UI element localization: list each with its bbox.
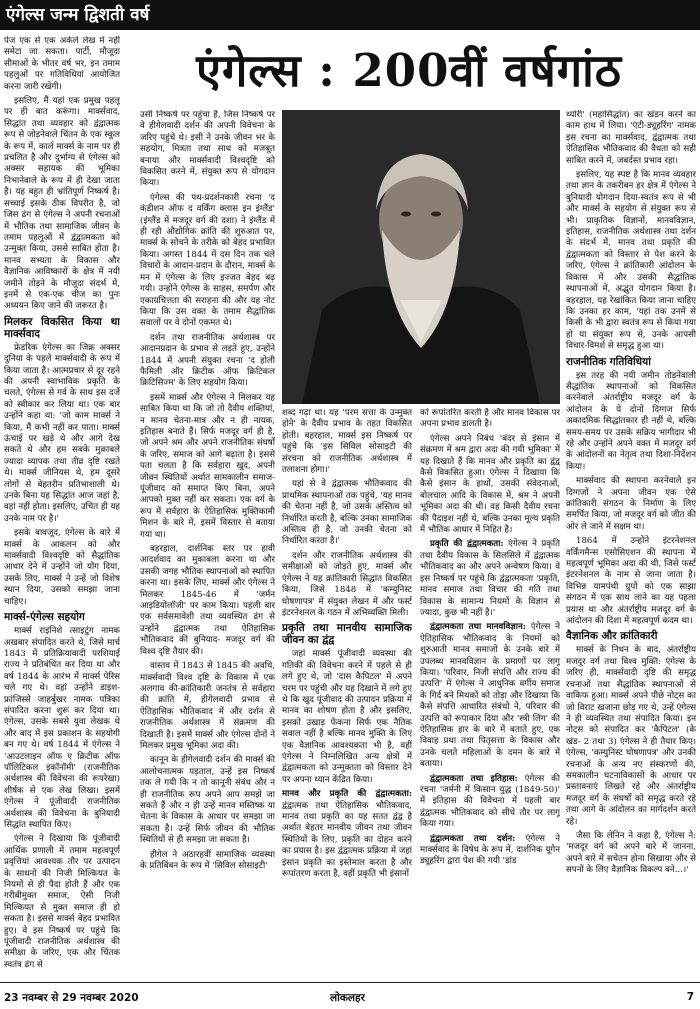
page-footer bbox=[0, 985, 700, 1009]
section-heading: वैज्ञानिक और क्रांतिकारी bbox=[566, 630, 658, 643]
paragraph: मार्क्स राइनिशे त्साइटुंग नामक अखबार संपादित करते थे, जिसे मार्च 1843 में प्रतिक्रियावादी परशियाई राज्य ने प्रतिबंधित कर दिया था और वर्ष 1844 के आरंभ में मार्क्स पेरिस चले गए थे। वहां उन्होंने डाइश-फ्रांजिस्से जाहर्बुखर नामक पत्रिका संपादित करना शुरू कर दिया था। एंगेल्स, उसके सबसे युवा लेखक थे और बाद में इस प्रकाशन के सहयोगी बन गए थे। वर्ष 1844 में एंगेल्स ने 'आउटलाइन ऑफ ए क्रिटीक ऑफ पॉलिटिकल इकॉनॉमी' (राजनीतिक अर्थशास्त्र की विवेचना की रूपरेखा) शीर्षक से एक लेख लिखा। इसमें एंगेल्स ने पूंजीवादी राजनीतिक अर्थशास्त्र की विवेचना के बुनियादी सिद्धांत स्थापित किए। bbox=[4, 626, 120, 830]
inline-heading: प्रकृति की द्वंद्वात्मकता: bbox=[430, 539, 504, 550]
portrait-photo bbox=[282, 110, 560, 404]
inline-heading: द्वंद्वात्मकता तथा दर्शन: bbox=[430, 833, 516, 844]
paragraph: जैसा कि लेनिन ने कहा है, एंगेल्स ने: 'मजदूर वर्ग को अपने बारे में जानना, अपने बारे में सचेतन होना सिखाया और से सपनों के लिए वैज्ञानिक विकल्प बने...।' bbox=[566, 830, 696, 876]
paragraph: मार्क्सवाद की स्थापना करनेवाले इन दिग्गजों ने अपना जीवन एक ऐसे क्रांतिकारी संगठन के निर्माण के लिए समर्पित किया, जो मजदूर वर्ग को जीत की ओर ले जाने में सक्षम था। bbox=[566, 476, 696, 532]
paragraph-text: एंगेल्स ने प्रकृति तथा दैवीय विकास के सिलसिले में द्वंद्वात्मक भौतिकवाद का और अपने अन्वेषण किया। वे इस निष्कर्ष पर पहुंचे कि द्वंद्वात्मकता 'प्रकृति, मानव समाज तथा विचार की गति तथा विकास के सामान्य नियमों के विज्ञान से ज्यादा, कुछ भी नहीं है।' bbox=[420, 539, 560, 618]
paragraph: इसके बावजूद, एंगेल्स के बारे में मार्क्स के आकलन को और मार्क्सवादी विश्वदृष्टि को सैद्धांतिक आधार देने में उन्होंने जो योग दिया, उसके लिए, मार्क्स ने उन्हें जो विशेष स्थान दिया, उसको समझा जाना चाहिए। bbox=[4, 528, 120, 607]
paragraph: दर्शन तथा राजनीतिक अर्थशास्त्र पर आदानप्रदान के प्रभाव से लड़ते हुए, उन्होंने 1844 में अपनी संयुक्त रचना 'द होली फैमिली ऑर क्रिटीक ऑफ क्रिटिकल क्रिटिसिज्म' के लिए सहयोग किया। bbox=[140, 332, 275, 389]
portrait-illustration bbox=[282, 110, 560, 404]
section-heading: मार्क्स-एंगेल्स सहयोग bbox=[4, 611, 85, 624]
section-heading: प्रकृति तथा मानवीय सामाजिक जीवन का द्वंद्व bbox=[282, 622, 412, 647]
article-column-2 bbox=[140, 110, 275, 981]
article-column-4 bbox=[420, 408, 560, 981]
page-number: 7 bbox=[686, 991, 694, 1003]
section-heading: राजनीतिक गतिविधियां bbox=[566, 355, 651, 368]
paragraph: इस तरह की नयी जमीन तोड़नेवाली सैद्धांतिक स्थापनाओं को विकसित करनेवाले अंतर्राष्ट्रीय मजदूर वर्ग के आंदोलन के ये दोनों दिग्गज सिर्फ अकादमिक सिद्धांतकार ही नहीं थे, बल्कि समय-समय पर उसके सक्रिय भागीदार भी रहे और उन्होंने अपने वक्त में मजदूर वर्ग के आंदोलनों का नेतृत्व तथा दिशा-निर्देशन किया। bbox=[566, 370, 696, 472]
paragraph: को रूपांतरित करती है और मानव विकास पर अपना प्रभाव डालती है। bbox=[420, 408, 560, 430]
paragraph: दर्शन और राजनीतिक अर्थशास्त्र की समीक्षाओं को जोड़ते हुए, मार्क्स और एंगेल्स ने यह क्रांतिकारी सिद्धांत विकसित किया, जिसे 1848 में 'कम्युनिस्ट घोषणापत्र' में संयुक्त लेखन में और फर्स्ट इंटरनेशनल के गठन में अभिव्यक्ति मिली। bbox=[282, 550, 412, 618]
paragraph: बहरहाल, दार्शनिक स्तर पर हावी आदर्शवाद का मुकाबला करना था और उसकी जगह भौतिक स्थापनाओं को स्थापित करना था। इसके लिए, मार्क्स और एंगेल्स ने मिलकर 1845-46 में 'जर्मन आइडियोलॉजी' पर काम किया। पहली बार एक सर्वसमावेशी तथा व्यवस्थित ढंग से उन्होंने द्वंद्वात्मक तथा ऐतिहासिक भौतिकवाद की बुनियाद- मजदूर वर्ग की विश्व दृष्टि तैयार की। bbox=[140, 544, 275, 657]
paragraph: एंगेल्स की पथ-प्रदर्शनकारी रचना 'द कंडीशन ऑफ द वर्किंग क्लास इन इंग्लैंड' (इंग्लैंड में मजदूर वर्ग की दशा) ने इंग्लैंड में ही रही औद्योगिक क्रांति की शुरुआत पर, मार्क्स के सोचने के तरीके को बेहद प्रभावित किया। अगस्त 1844 में दस दिन तक चले विचारों के आदान-प्रदान के दौरान, मार्क्स के मन में एंगेल्स के लिए इज्जत बेहद बढ़ गयी। उन्होंने एंगेल्स के साहस, समर्पण और एकाग्रचित्तता की सराहना की और यह नोट किया कि उस वक्त के तमाम सैद्धांतिक सवालों पर वे दोनों एकमत थे। bbox=[140, 192, 275, 329]
paragraph-text: एंगेल्स ने मार्क्सवाद के विषेध के रूप में, दार्शनिक यूगेन ड्यूहरिंग द्वारा पेश की गयी 'डांड bbox=[420, 833, 560, 867]
publication-name: लोकलहर bbox=[330, 992, 365, 1004]
inline-heading: मानव और प्रकृति की द्वंद्वात्मकता: bbox=[282, 789, 412, 800]
paragraph-text: द्वंद्वात्मक तथा ऐतिहासिक भौतिकवाद, मानव तथा प्रकृति का यह सतत द्वंद्व है अर्थात बेहतर मानवीय जीवन तथा जीवन स्थितियों के लिए, प्रकृति का दोहन करने का प्रयास है। इस द्वंद्वात्मक प्रक्रिया में जहां इंसान प्रकृति का इस्तेमाल करता है और रूपांतरण करता है, वहीं प्रकृति भी इंसानों bbox=[282, 800, 412, 880]
paragraph-text: एंगेल्स ने ऐतिहासिक भौतिकवाद के नियमों को शुरुआती मानव समाजों के उनके बारे में उपलब्ध मानवविज्ञान के प्रमाणों पर लागू किया। 'परिवार, निजी संपत्ति और राज्य की उत्पत्ति' में एंगेल्स ने आधुनिक वर्गीय समाज के गिर्द बने मिथकों को तोड़ा और दिखाया कि कैसे संपत्ति आधारित संबंधों ने, परिवार की उत्पत्ति को रूपाकार दिया और 'स्त्री लिंग' की ऐतिहासिक हार के बारे में बताते हुए, एक विवाह प्रथा तथा पितृसत्ता के विकास और उनके चलते महिलाओं के दमन के बारे में बताया। bbox=[420, 622, 560, 770]
paragraph: इसलिए, मैं यहां एक प्रमुख पहलू पर ही बात करूंगा। मार्क्सवाद, सिद्धांत तथा व्यवहार को द्वंद्वात्मक रूप से जोड़नेवाले चिंतन के एक स्कूल के रूप में, कार्ल मार्क्स के नाम पर ही प्रचलित है और दुर्भाग्य से एंगेल्स को अक्सर सहायक की भूमिका निभानेवाले के रूप में ही देखा जाता है। यह बहुत ही भ्रांतिपूर्ण निष्कर्ष है। सच्चाई इसके ठीक विपरीत है, जो जिस ढंग से एंगेल्स ने अपनी रचनाओं में भौतिक तथा सामाजिक जीवन के तमाम पहलुओं में द्वंद्वात्मकता को उन्मुक्त किया, उससे साबित होता है। मानव सभ्यता के विकास और वैज्ञानिक आविष्कारों के क्षेत्र में नयी जमीनें तोड़ने के मौजूदा संदर्भ में, इनमें से एक-एक चीज का पुनः अध्ययन किए जाने की जरूरत है। bbox=[4, 96, 120, 312]
paragraph: 1864 में उन्होंने इंटरनेशनल वर्किंगमैन्स एसोसिएशन की स्थापना में महत्वपूर्ण भूमिका अदा की थी, जिसे फर्स्ट इंटरनेशनल के नाम से जाना जाता है। विभिन्न यामपंथी ग्रुपों को एक साझा संगठन में एक साथ लाने का यह पहला प्रयास था और अंतर्राष्ट्रीय मजदूर वर्ग के आंदोलन की दिशा में महत्वपूर्ण कदम था। bbox=[566, 536, 696, 627]
paragraph: एंगेल्स अपने निबंध 'बंदर से इंसान में संक्रमण में श्रम द्वारा अदा की गयी भूमिका' में यह दिखाते हैं कि मानव और प्रकृति का द्वंद्व कैसे विकसित हुआ। एंगेल्स ने दिखाया कि कैसे इंसान के हाथों, उसकी संवेदनाओं, बोलचाल आदि के विकास में, श्रम ने अपनी भूमिका अदा की थी। वह किसी दैवीय रचना की पैदाइश नहीं थे, बल्कि उनका मूल्य प्रकृति में भौतिक आधार में निहित है। bbox=[420, 433, 560, 536]
article-column-3 bbox=[282, 408, 412, 981]
paragraph: कानून के हीगेलवादी दर्शन की मार्क्स की आलोचनात्मक पड़ताल, उन्हें इस निष्कर्ष तक ले गयी कि न तो कानूनी संबंध और न ही राजनीतिक रूप अपने आप समझे जा सकते हैं और न ही उन्हें मानव मस्तिष्क या चेतना के विकास के आधार पर समझा जा सकता है। उन्हें सिर्फ जीवन की भौतिक स्थितियों से ही समझा जा सकता है। bbox=[140, 755, 275, 846]
paragraph-text: एंगेल्स की रचना 'जर्मनी में किसान युद्ध (1849-50)' में इतिहास की विवेचना में पहली बार द्वंद्वात्मक भौतिकवाद को सीधे तौर पर लागू किया गया। bbox=[420, 773, 560, 830]
article-column-5 bbox=[566, 110, 696, 981]
paragraph: उसी निष्कर्ष पर पहुंचा है, जिस निष्कर्ष पर वे हीगेलवादी दर्शन की अपनी विवेचना के जरिए पहुंचे थे। इसी ने उनके जीवन भर के सहयोग, मित्रता तथा साथ को मजबूत बनाया और मार्क्सवादी विश्वदृष्टि को विकसित करने में, संयुक्त रूप से योगदान किया। bbox=[140, 110, 275, 189]
footer-rule bbox=[0, 982, 700, 983]
paragraph: एंगेल्स ने दिखाया कि पूंजीवादी आर्थिक प्रणाली में तमाम महत्वपूर्ण प्रवृत्तियां आवश्यक तौर पर उत्पादन के साधनों की निजी मिल्कियत के नियमों से ही पैदा होती हैं और एक गरीबीमुक्त समाज, ऐसी निजी मिल्कियत से मुक्त समाज ही हो सकता है। इससे मार्क्स बेहद प्रभावित हुए। वे इस निष्कर्ष पर पहुंचे कि पूंजीवादी राजनीतिक अर्थशास्त्र की समीक्षा के जरिए, एक और चिंतक स्वतंत्र ढंग से bbox=[4, 834, 120, 970]
section-heading: मिलकर विकसित किया था मार्क्सवाद bbox=[4, 315, 120, 340]
paragraph: शब्द गढ़ा था। यह 'परम सत्ता के उन्मुक्त होने' के दैवीय प्रभाव के तहत विकसित होती। बहरहाल, मार्क्स इस निष्कर्ष पर पहुंचे कि 'इस सिविल सोसाइटी की संरचना को राजनीतिक अर्थशास्त्र में तलाशना होगा।' bbox=[282, 408, 412, 476]
paragraph: पेज एक से एक अकेले लेख में नहीं समेटा जा सकता। पार्टी, मौजूदा सीमाओं के भीतर वर्ष भर, इन तमाम पहलुओं पर गतिविधियां आयोजित करना जारी रखेगी। bbox=[4, 36, 120, 92]
inline-heading: द्वंद्वात्मकता तथा मानवविज्ञान: bbox=[430, 622, 526, 633]
section-strip bbox=[0, 0, 700, 30]
paragraph: इसलिए, यह स्पष्ट है कि मानव व्यवहार तथा ज्ञान के तकरीबन हर क्षेत्र में एंगेल्स ने बुनियादी योगदान दिया-स्वतंत्र रूप से भी और मार्क्स के सहयोग से संयुक्त रूप से भी। प्राकृतिक विज्ञानों, मानवविज्ञान, इतिहास, राजनीतिक अर्थशास्त्र तथा दर्शन के संदर्भ में, मानव तथा प्रकृति की द्वंद्वात्मकता को विस्तार से पेश करने के जरिए, एंगेल्स ने क्रांतिकारी आंदोलन के विकास में और उसकी सैद्धांतिक स्थापनाओं में, अद्भुत योगदान किया है। बहरहाल, यह रेखांकित किया जाना चाहिए कि उनका हर काम, 'यहां तक उनमें से किसी के भी द्वारा स्वतंत्र रूप से किया गया हो या संयुक्त रूप से, उनके आपसी विचार-विमर्श से समृद्ध हुआ था। bbox=[566, 170, 696, 352]
issue-date: 23 नवम्बर से 29 नवम्बर 2020 bbox=[4, 992, 139, 1004]
article-column-1 bbox=[4, 36, 120, 981]
paragraph: इसमें मार्क्स और एंगेल्स ने मिलकर यह साबित किया था कि जो तो दैवीय शक्तियां, न मानव चेतना-मात्र और न ही नायक, इतिहास बनाते हैं। सिर्फ मजदूर वर्ग ही है, जो अपने श्रम और अपने राजनीतिक संघर्षों के जरिए, समाज को आगे बढ़ाता है। इससे पता चलता है कि सर्वहारा खुद, अपनी जीवन स्थितियों अर्थात सामकालीन समाज-पूंजीवाद को समाप्त किए बिना, अपने आपको मुक्त नहीं कर सकता। एक वर्ग के रूप में सर्वहारा के ऐतिहासिक मुक्तिकामी मिशन के बारे में, इसमें विस्तार से बताया गया था। bbox=[140, 392, 275, 540]
paragraph: वास्तव में 1843 से 1845 की अवधि, मार्क्सवादी विश्व दृष्टि के विकास में एक अलगाव की-क्रांतिकारी जनतंत्र से सर्वहारा की क्रांति में, हीगेलवादी प्रभाव से ऐतिहासिक भौतिकवाद में और दर्शन से राजनीतिक अर्थशास्त्र में संक्रमण की दिखाती है। इसमें मार्क्स और एंगेल्स दोनों ने मिलकर प्रमुख भूमिका अदा की। bbox=[140, 661, 275, 751]
paragraph: थ्योरी' (महासिद्धांत) का खंडन करने का काम हाथ में लिया। 'एंटी-ड्यूहरिंग' नामक इस रचना का मार्क्सवाद, द्वंद्वात्मक तथा ऐतिहासिक भौतिकवाद की वैधता को सही साबित करने में, जबर्दस्त प्रभाव रहा। bbox=[566, 110, 696, 166]
paragraph: जहां मार्क्स पूंजीवादी व्यवस्था की गतिकी की विवेचना करने में पहले से ही लगे हुए थे, जो 'दास कैपिटल' में अपने चरम पर पहुंची और यह दिखाने में लगे हुए थे कि खुद पूंजीवाद की उत्पादन प्रक्रिया में मानव का शोषण होता है और इसलिए, इसको उखाड़ फेंकना सिर्फ एक नैतिक सवाल नहीं है बल्कि मानव मुक्ति के लिए एक वैज्ञानिक आवश्यकता भी है, वहीं एंगेल्स ने निम्नलिखित अन्य क्षेत्रों में द्वंद्वात्मकता को उन्मुक्तता को विस्तार देने पर अपना ध्यान केंद्रित किया। bbox=[282, 649, 412, 785]
section-title: एंगेल्स जन्म द्विशती वर्ष bbox=[6, 5, 150, 25]
paragraph: हीगेल ने अठारहवीं सामाजिक व्यवस्था के प्रतिबिंबन के रूप में 'सिविल सोसाइटी' bbox=[140, 849, 275, 871]
paragraph: मार्क्स के निधन के बाद, अंतर्राष्ट्रीय मजदूर वर्ग तथा विश्व मुक्ति: एंगेल्स के जरिए ही, मार्क्सवादी दृष्टि की समृद्ध रचनाओं तथा सैद्धांतिक स्थापनाओं से वाकिफ हुआ। मार्क्स अपने पीछे नोट्स का जो विराट खजाना छोड़ गए थे, उन्हें एंगेल्स ने ही व्यवस्थित तथा संपादित किया। इन नोट्स को संपादित कर 'कैपिटल' (के खंड- 2 तथा 3) एंगेल्स ने ही तैयार किए। एंगेल्स, 'कम्युनिस्ट घोषणापत्र' और उनकी रचनाओं के अन्य नए संस्करणों की, समकालीन घटनाविकासों के आधार पर प्रस्तावनाएं लिखते रहे और अंतर्राष्ट्रीय मजदूर वर्ग के संघर्षों को समृद्ध करते रहे तथा आगे के आंदोलन का मार्गदर्शन करते रहे। bbox=[566, 645, 696, 827]
paragraph: फ्रेडरिक एंगेल्स का जिक्र अक्सर दुनिया के पहले मार्क्सवादी के रूप में किया जाता है। आत्मप्रचार से दूर रहने की अपनी स्वाभाविक प्रकृति के चलते, एंगेल्स से गर्व के साथ इस दर्जे को स्वीकार कर लिया था। एक बार उन्होंने कहा था: 'जो काम मार्क्स ने किया, मैं कभी नहीं कर पाता। मार्क्स ऊंचाई पर खड़े थे और आगे देख सकते थे और हम सबके मुकाबले ज्यादा व्यापक तथा तीव्र दृष्टि रखते थे। मार्क्स जीनियस थे, हम दूसरे लोगों से बेहतरीन प्रतिभाशाली थे। उनके बिना यह सिद्धांत आज जहां है, वहां नहीं होता। इसलिए, उचित ही यह उनके नाम पर है।' bbox=[4, 342, 120, 524]
inline-heading: द्वंद्वात्मकता तथा इतिहास: bbox=[430, 773, 518, 784]
paragraph: यहां से वे द्वंद्वात्मक भौतिकवाद की प्राथमिक स्थापनाओं तक पहुंचे, 'यह मानव की चेतना नहीं है, जो उसके अस्तित्व को निर्धारित करती है, बल्कि उनका सामाजिक अस्तित्व ही है, जो उनकी चेतना को निर्धारित करता है।' bbox=[282, 479, 412, 547]
headline: एंगेल्स : 200वीं वर्षगांठ bbox=[196, 44, 622, 97]
